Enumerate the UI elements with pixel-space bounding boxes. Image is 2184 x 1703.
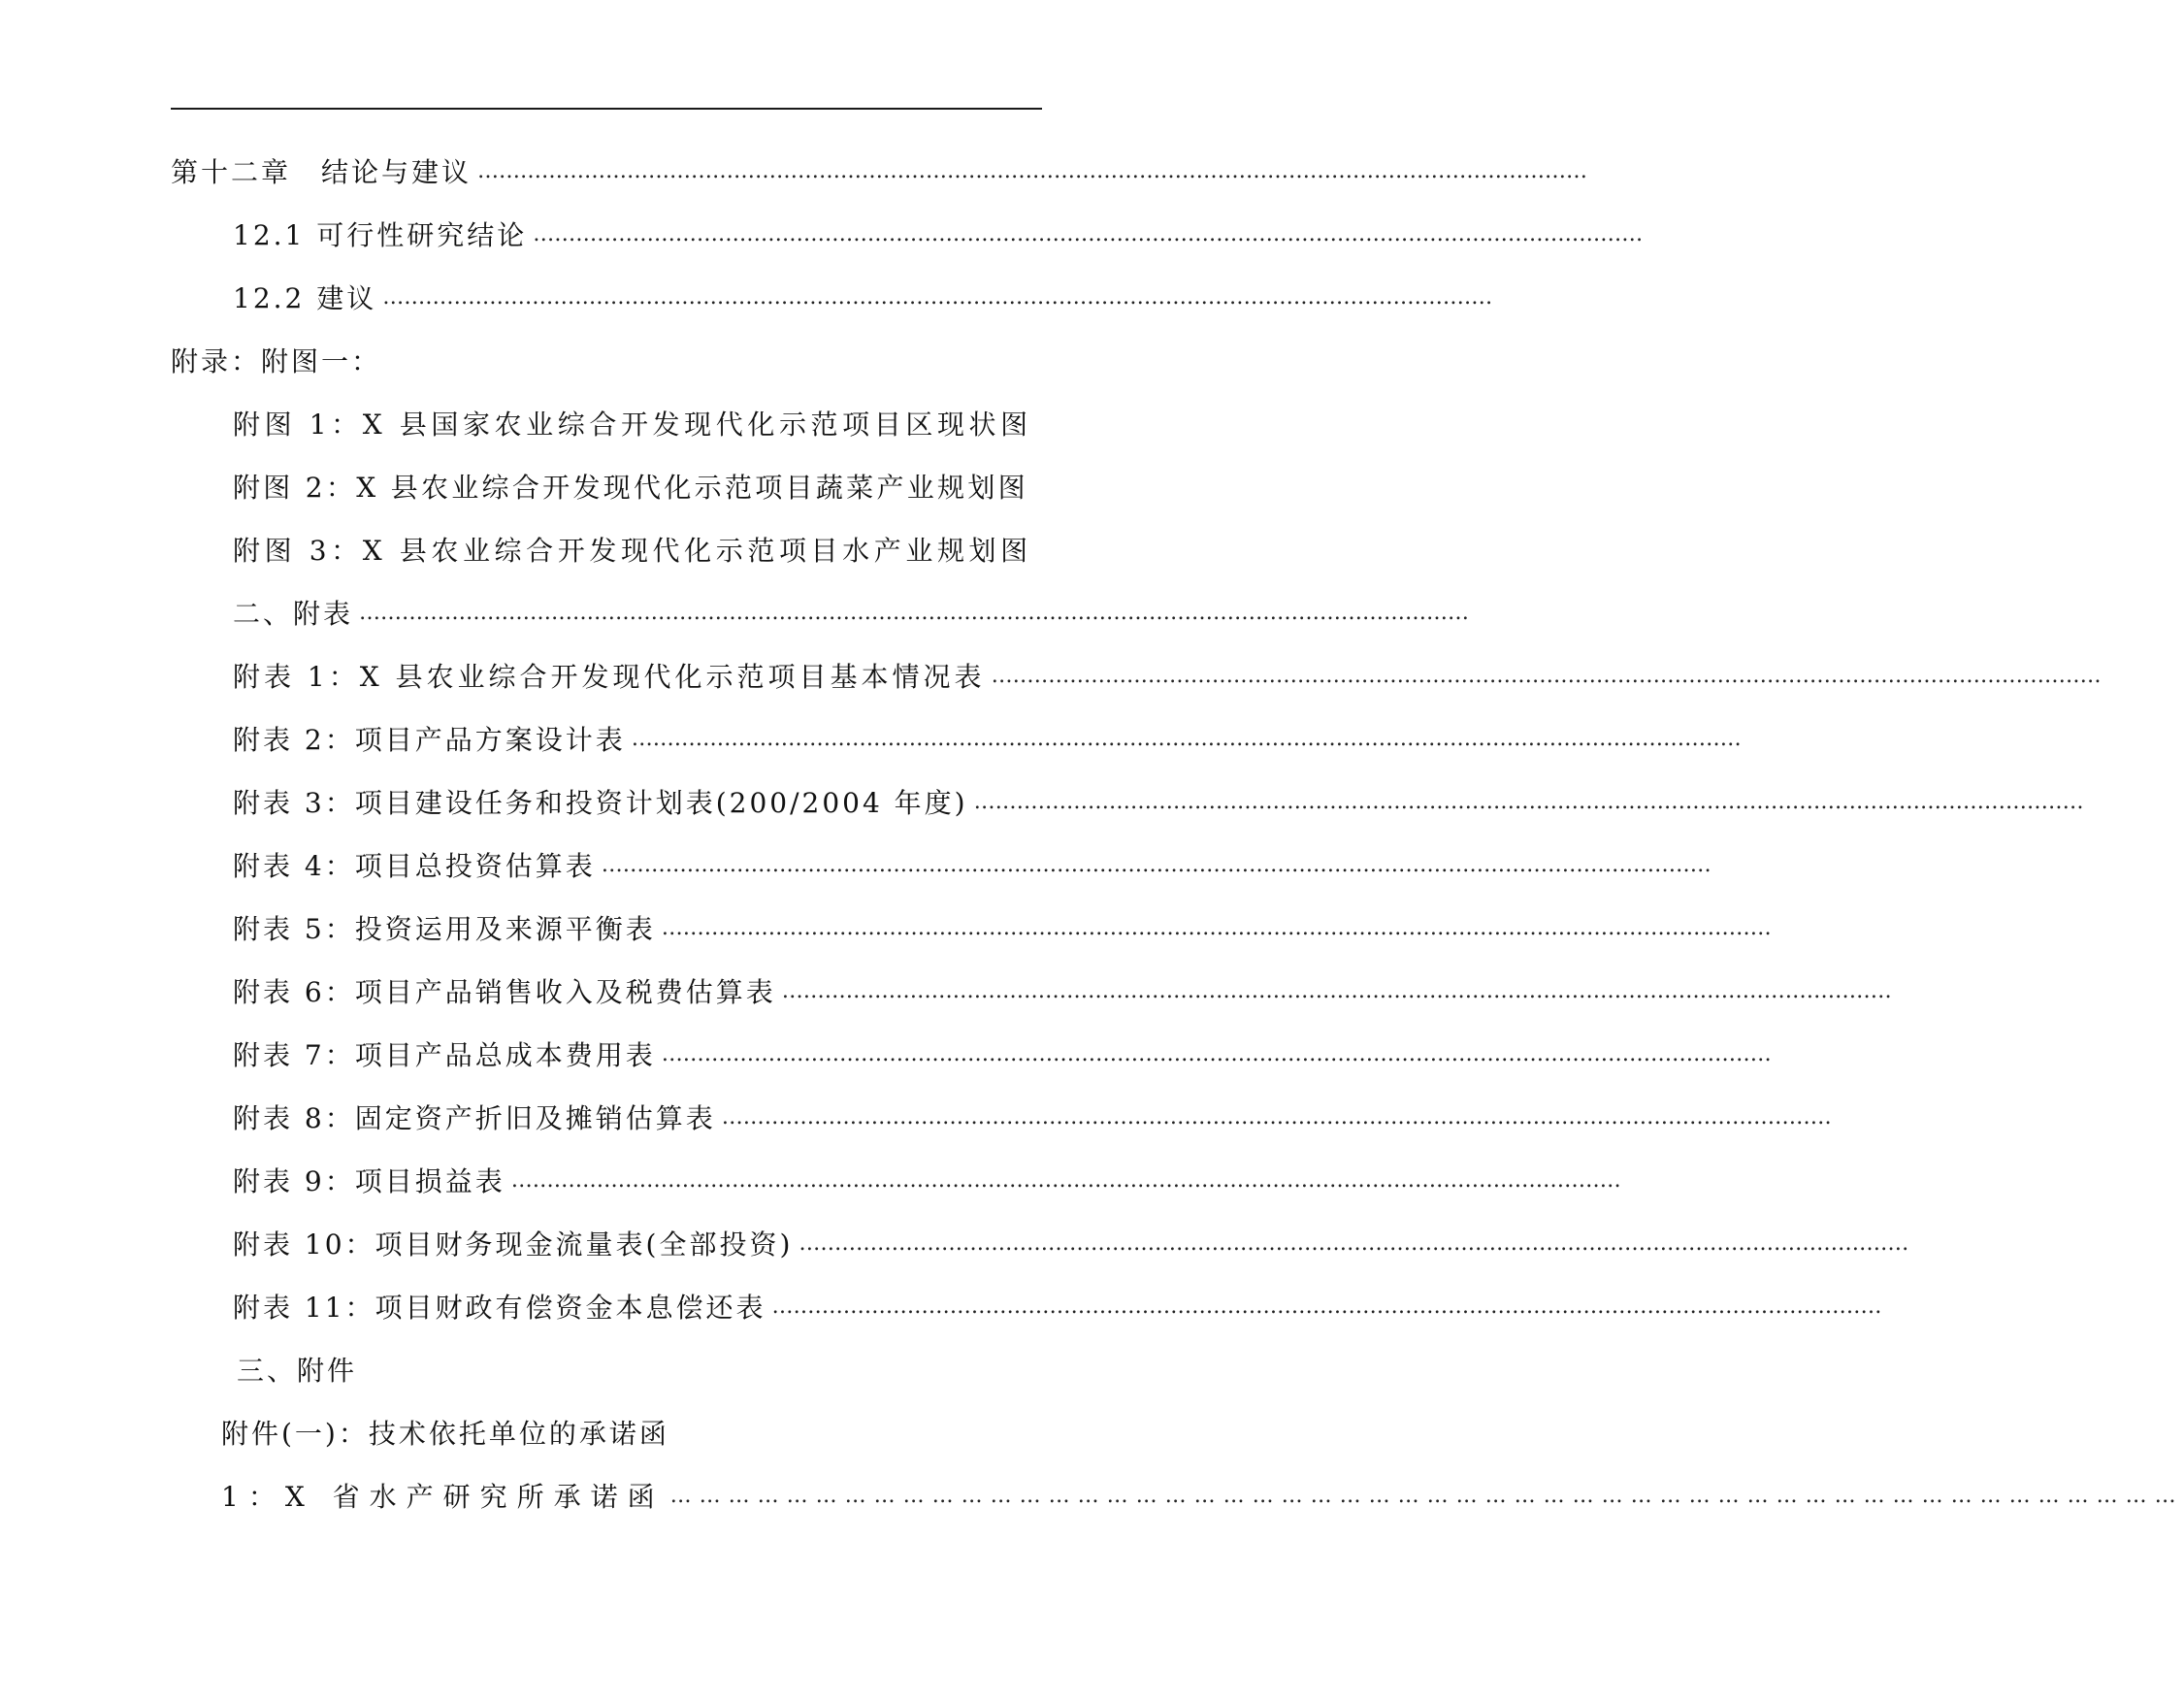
dot-leader: ………………………………………………………………………………………………………………………………………… bbox=[771, 1294, 1882, 1319]
toc-table-label: 附表 7：项目产品总成本费用表 bbox=[233, 1039, 656, 1071]
toc-table-10[interactable] bbox=[233, 1222, 1909, 1264]
dot-leader: ………………………………………………………………………………………………………………………………………… bbox=[533, 221, 1644, 246]
dot-leader: ………………………………………………………………………………………………………………………………………… bbox=[510, 1167, 1621, 1193]
dot-leader: ………………………………………………………………………………………………………………………………………… bbox=[669, 1483, 2184, 1508]
toc-table-label: 附表 9：项目损益表 bbox=[233, 1165, 505, 1197]
toc-table-label: 附表 5：投资运用及来源平衡表 bbox=[233, 913, 656, 945]
dot-leader: ………………………………………………………………………………………………………………………………………… bbox=[799, 1230, 1909, 1256]
header-rule bbox=[171, 108, 1042, 110]
toc-table-label: 附表 11：项目财政有偿资金本息偿还表 bbox=[233, 1292, 766, 1324]
dot-leader: ………………………………………………………………………………………………………………………………………… bbox=[781, 978, 1892, 1003]
toc-attachment-label: 1：X 省水产研究所承诺函 bbox=[221, 1481, 665, 1513]
toc-table-9[interactable] bbox=[233, 1159, 1621, 1201]
toc-section-label: 12.1 可行性研究结论 bbox=[233, 219, 528, 251]
toc-table-11[interactable] bbox=[233, 1285, 1882, 1327]
dot-leader: ………………………………………………………………………………………………………………………………………… bbox=[661, 915, 1772, 940]
toc-table-label: 附表 1：X 县农业综合开发现代化示范项目基本情况表 bbox=[233, 661, 986, 693]
appendix-heading: 附录：附图一： bbox=[171, 345, 382, 377]
toc-section-12-2[interactable] bbox=[233, 276, 1493, 318]
dot-leader: ………………………………………………………………………………………………………………………………………… bbox=[661, 1041, 1772, 1066]
toc-table-4[interactable] bbox=[233, 843, 1711, 886]
toc-chapter-label: 第十二章 结论与建议 bbox=[171, 156, 473, 188]
toc-attachment-group: 附件(一)：技术依托单位的承诺函 bbox=[221, 1418, 669, 1450]
toc-table-label: 附表 2：项目产品方案设计表 bbox=[233, 724, 626, 756]
toc-attachment-1[interactable] bbox=[221, 1474, 2184, 1517]
toc-table-2[interactable] bbox=[233, 717, 1742, 760]
dot-leader: ………………………………………………………………………………………………………………………………………… bbox=[721, 1104, 1832, 1130]
toc-table-6[interactable] bbox=[233, 969, 1892, 1012]
toc-table-7[interactable] bbox=[233, 1032, 1772, 1075]
toc-table-8[interactable] bbox=[233, 1096, 1832, 1138]
toc-section-label: 12.2 建议 bbox=[233, 282, 377, 314]
dot-leader: ………………………………………………………………………………………………………………………………………… bbox=[631, 726, 1742, 751]
toc-figure-2[interactable]: 附图 2：X 县农业综合开发现代化示范项目蔬菜产业规划图 bbox=[233, 472, 1028, 504]
dot-leader: ………………………………………………………………………………………………………………………………………… bbox=[382, 284, 1493, 310]
toc-section-12-1[interactable] bbox=[233, 213, 1644, 255]
toc-table-3[interactable] bbox=[233, 780, 2084, 823]
toc-chapter-12[interactable] bbox=[171, 149, 1588, 192]
toc-table-1[interactable] bbox=[233, 654, 2102, 697]
toc-table-label: 附表 10：项目财务现金流量表(全部投资) bbox=[233, 1228, 794, 1261]
toc-table-label: 附表 4：项目总投资估算表 bbox=[233, 850, 596, 882]
dot-leader: ………………………………………………………………………………………………………………………………………… bbox=[477, 158, 1588, 183]
dot-leader: ………………………………………………………………………………………………………………………………………… bbox=[359, 600, 1470, 625]
toc-table-label: 附表 3：项目建设任务和投资计划表(200/2004 年度) bbox=[233, 787, 968, 819]
dot-leader: ………………………………………………………………………………………………………………………………………… bbox=[973, 789, 2084, 814]
toc-tables-label: 二、附表 bbox=[233, 598, 354, 630]
toc-tables-heading[interactable] bbox=[233, 591, 1470, 634]
toc-figure-1[interactable]: 附图 1：X 县国家农业综合开发现代化示范项目区现状图 bbox=[233, 409, 1032, 441]
toc-figure-3[interactable]: 附图 3：X 县农业综合开发现代化示范项目水产业规划图 bbox=[233, 535, 1032, 567]
toc-attachments-heading: 三、附件 bbox=[237, 1355, 358, 1387]
dot-leader: ………………………………………………………………………………………………………………………………………… bbox=[991, 663, 2102, 688]
toc-table-label: 附表 8：固定资产折旧及摊销估算表 bbox=[233, 1102, 716, 1134]
toc-table-label: 附表 6：项目产品销售收入及税费估算表 bbox=[233, 976, 776, 1008]
toc-table-5[interactable] bbox=[233, 906, 1772, 949]
dot-leader: ………………………………………………………………………………………………………………………………………… bbox=[601, 852, 1711, 877]
